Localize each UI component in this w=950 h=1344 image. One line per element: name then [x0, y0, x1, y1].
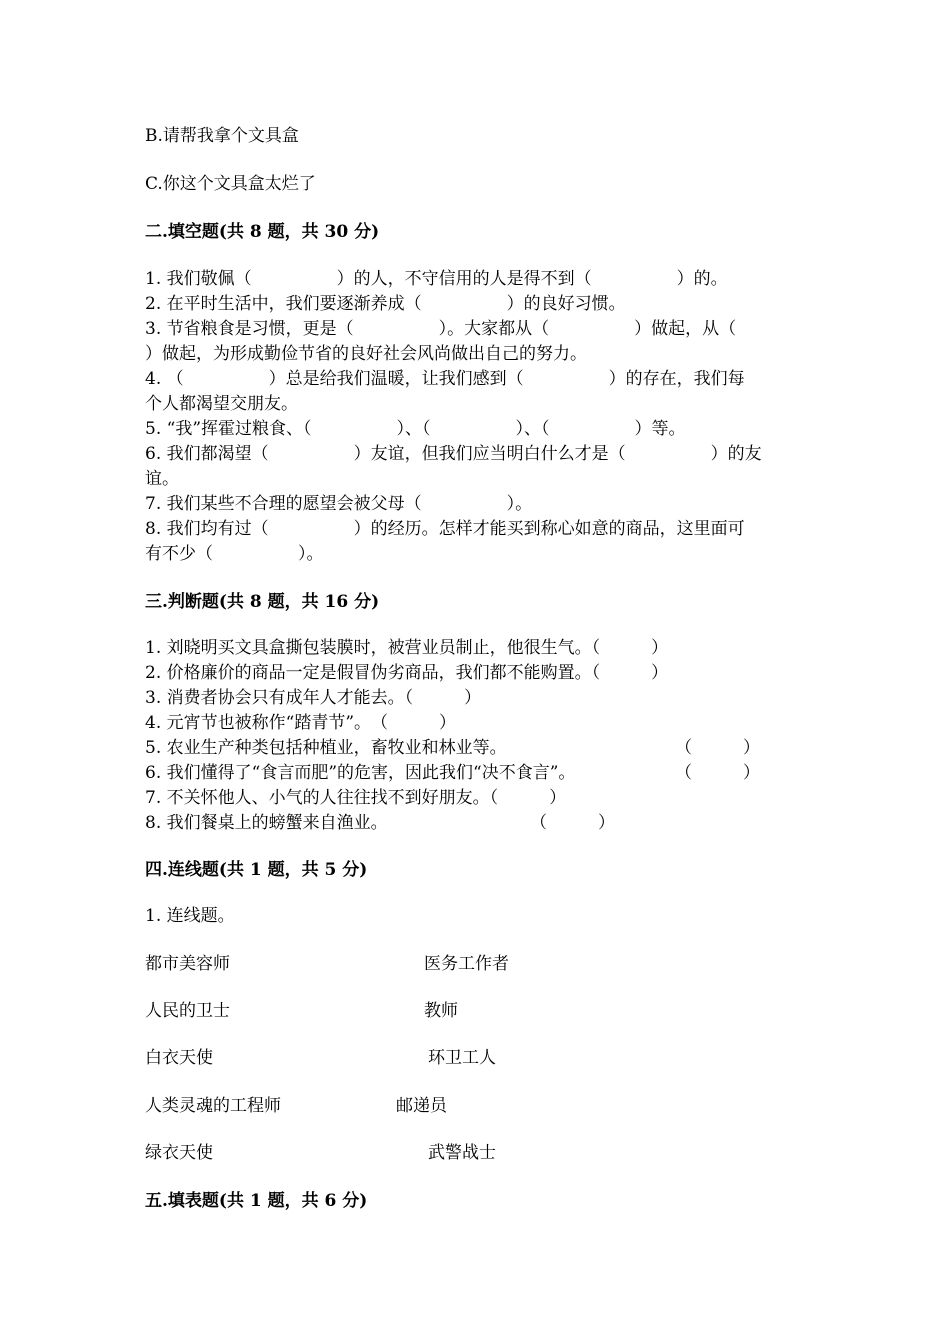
fill-blank-item-continued: 个人都渴望交朋友。 — [145, 394, 298, 414]
answer-paren: （ ） — [530, 813, 615, 833]
fill-blank-item: 3. 节省粮食是习惯，更是（ ）。大家都从（ ）做起，从（ — [145, 319, 737, 339]
match-left-item: 人类灵魂的工程师 — [145, 1096, 281, 1116]
true-false-item: 4. 元宵节也被称作“踏青节”。 （ ） — [145, 713, 457, 733]
true-false-item: 2. 价格廉价的商品一定是假冒伪劣商品，我们都不能购置。（ ） — [145, 663, 669, 683]
true-false-item: 7. 不关怀他人、小气的人往往找不到好朋友。（ ） — [145, 788, 567, 808]
match-left-item: 绿衣天使 — [145, 1143, 213, 1163]
true-false-item: 3. 消费者协会只有成年人才能去。（ ） — [145, 688, 482, 708]
true-false-item: 8. 我们餐桌上的螃蟹来自渔业。 — [145, 813, 388, 833]
match-right-item: 医务工作者 — [424, 954, 509, 974]
fill-blank-item-continued: ）做起，为形成勤俭节省的良好社会风尚做出自己的努力。 — [145, 344, 587, 364]
fill-blank-item: 8. 我们均有过（ ）的经历。怎样才能买到称心如意的商品，这里面可 — [145, 519, 745, 539]
section-heading-fill-blank: 二.填空题(共 8 题，共 30 分) — [145, 222, 380, 242]
fill-blank-item-continued: 谊。 — [145, 469, 179, 489]
match-right-item: 教师 — [424, 1001, 458, 1021]
fill-blank-item: 4. （ ）总是给我们温暖，让我们感到（ ）的存在，我们每 — [145, 369, 745, 389]
true-false-item: 1. 刘晓明买文具盒撕包装膜时，被营业员制止，他很生气。（ ） — [145, 638, 669, 658]
true-false-item: 5. 农业生产种类包括种植业，畜牧业和林业等。 — [145, 738, 507, 758]
true-false-item: 6. 我们懂得了“食言而肥”的危害，因此我们“决不食言”。 — [145, 763, 576, 783]
match-left-item: 白衣天使 — [145, 1048, 213, 1068]
match-right-item: 邮递员 — [396, 1096, 447, 1116]
section-heading-fill-table: 五.填表题(共 1 题，共 6 分) — [145, 1191, 368, 1211]
matching-question: 1. 连线题。 — [145, 906, 235, 926]
answer-paren: （ ） — [675, 738, 760, 758]
option-c: C.你这个文具盒太烂了 — [145, 174, 316, 194]
fill-blank-item: 1. 我们敬佩（ ）的人，不守信用的人是得不到（ ）的。 — [145, 269, 728, 289]
fill-blank-item: 2. 在平时生活中，我们要逐渐养成（ ）的良好习惯。 — [145, 294, 626, 314]
fill-blank-item: 5. “我”挥霍过粮食、（ ）、（ ）、（ ）等。 — [145, 419, 686, 439]
match-left-item: 人民的卫士 — [145, 1001, 230, 1021]
answer-paren: （ ） — [675, 763, 760, 783]
fill-blank-item: 6. 我们都渴望（ ）友谊，但我们应当明白什么才是（ ）的友 — [145, 444, 762, 464]
match-right-item: 环卫工人 — [428, 1048, 496, 1068]
section-heading-true-false: 三.判断题(共 8 题，共 16 分) — [145, 592, 380, 612]
match-right-item: 武警战士 — [428, 1143, 496, 1163]
fill-blank-item-continued: 有不少（ ）。 — [145, 544, 324, 564]
match-left-item: 都市美容师 — [145, 954, 230, 974]
fill-blank-item: 7. 我们某些不合理的愿望会被父母（ ）。 — [145, 494, 533, 514]
section-heading-matching: 四.连线题(共 1 题，共 5 分) — [145, 860, 368, 880]
option-b: B.请帮我拿个文具盒 — [145, 126, 299, 146]
